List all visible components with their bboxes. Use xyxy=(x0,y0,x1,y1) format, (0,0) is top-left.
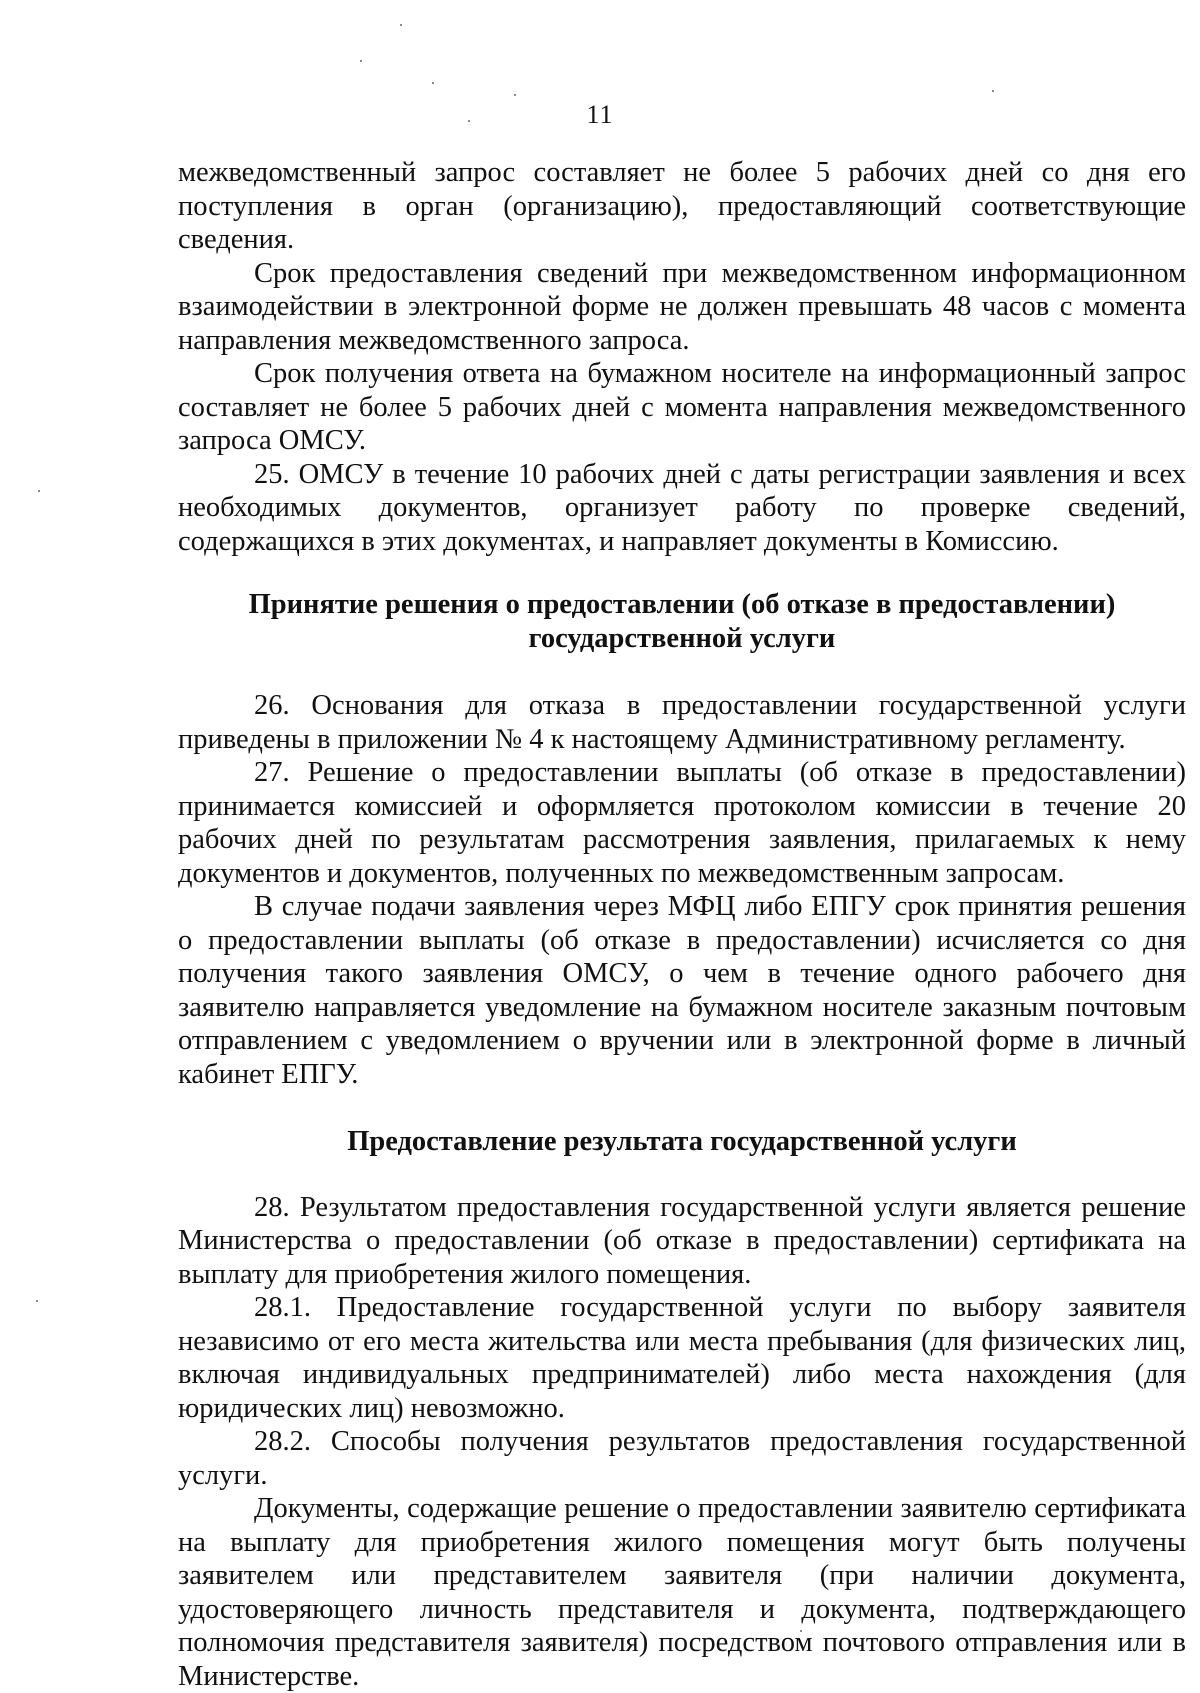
scan-speck xyxy=(400,24,402,26)
section-heading-line: Принятие решения о предоставлении (об отказе в предоставлении) xyxy=(248,589,1116,620)
paragraph-continuation: межведомственный запрос составляет не более 5 рабочих дней со дня его поступления в орган (организацию), предоставляющий соответствующие сведения. xyxy=(178,157,1186,255)
scan-speck xyxy=(992,90,994,92)
paragraph: Срок предоставления сведений при межведомственном информационном взаимодействии в электронной форме не должен превышать 48 часов с момента направления межведомственного запроса. xyxy=(178,257,1186,356)
paragraph: 25. ОМСУ в течение 10 рабочих дней с даты регистрации заявления и всех необходимых документов, организует работу по проверке сведений, содержащихся в этих документах, и направляет документы в Комиссию. xyxy=(178,458,1186,557)
paragraph: В случае подачи заявления через МФЦ либо ЕПГУ срок принятия решения о предоставлении выплаты (об отказе в предоставлении) исчисляется со дня получения такого заявления ОМСУ, о чем в течение одного рабочего дня заявителю направляется уведомление на бумажном носителе заказным почтовым отправлением с уведомлением о вручении или в электронной форме в личный кабинет ЕПГУ. xyxy=(178,891,1186,1090)
paragraph: 28.2. Способы получения результатов предоставления государственной услуги. xyxy=(178,1426,1186,1491)
page-number: 11 xyxy=(586,100,614,129)
section-heading-line: государственной услуги xyxy=(528,622,836,654)
scan-speck xyxy=(514,94,516,96)
document-body xyxy=(178,156,1186,1693)
scan-speck xyxy=(38,490,40,492)
scan-speck xyxy=(36,1300,38,1302)
paragraph: 26. Основания для отказа в предоставлении государственной услуги приведены в приложении № 4 к настоящему Административному регламенту. xyxy=(178,690,1186,755)
paragraph: Документы, содержащие решение о предоставлении заявителю сертификата на выплату для приобретения жилого помещения могут быть получены заявителем или представителем заявителя (при наличии документа, удостоверяющего личность представителя и документа, подтверждающего полномочия представителя заявителя) посредством почтового отправления или в Министерстве. xyxy=(178,1493,1186,1692)
paragraph: 28.1. Предоставление государственной услуги по выбору заявителя независимо от его места жительства или места пребывания (для физических лиц, включая индивидуальных предпринимателей) либо места нахождения (для юридических лиц) невозможно. xyxy=(178,1292,1186,1424)
paragraph: 27. Решение о предоставлении выплаты (об отказе в предоставлении) принимается комиссией и оформляется протоколом комиссии в течение 20 рабочих дней по результатам рассмотрения заявления, прилагаемых к нему документов и документов, полученных по межведомственным запросам. xyxy=(178,757,1186,889)
scan-speck xyxy=(432,82,434,84)
section-heading: Предоставление результата государственной услуги xyxy=(347,1126,1017,1157)
scan-speck xyxy=(360,60,362,62)
paragraph: Срок получения ответа на бумажном носителе на информационный запрос составляет не более 5 рабочих дней с момента направления межведомственного запроса ОМСУ. xyxy=(178,358,1186,456)
paragraph: 28. Результатом предоставления государственной услуги является решение Министерства о предоставлении (об отказе в предоставлении) сертификата на выплату для приобретения жилого помещения. xyxy=(178,1191,1186,1290)
